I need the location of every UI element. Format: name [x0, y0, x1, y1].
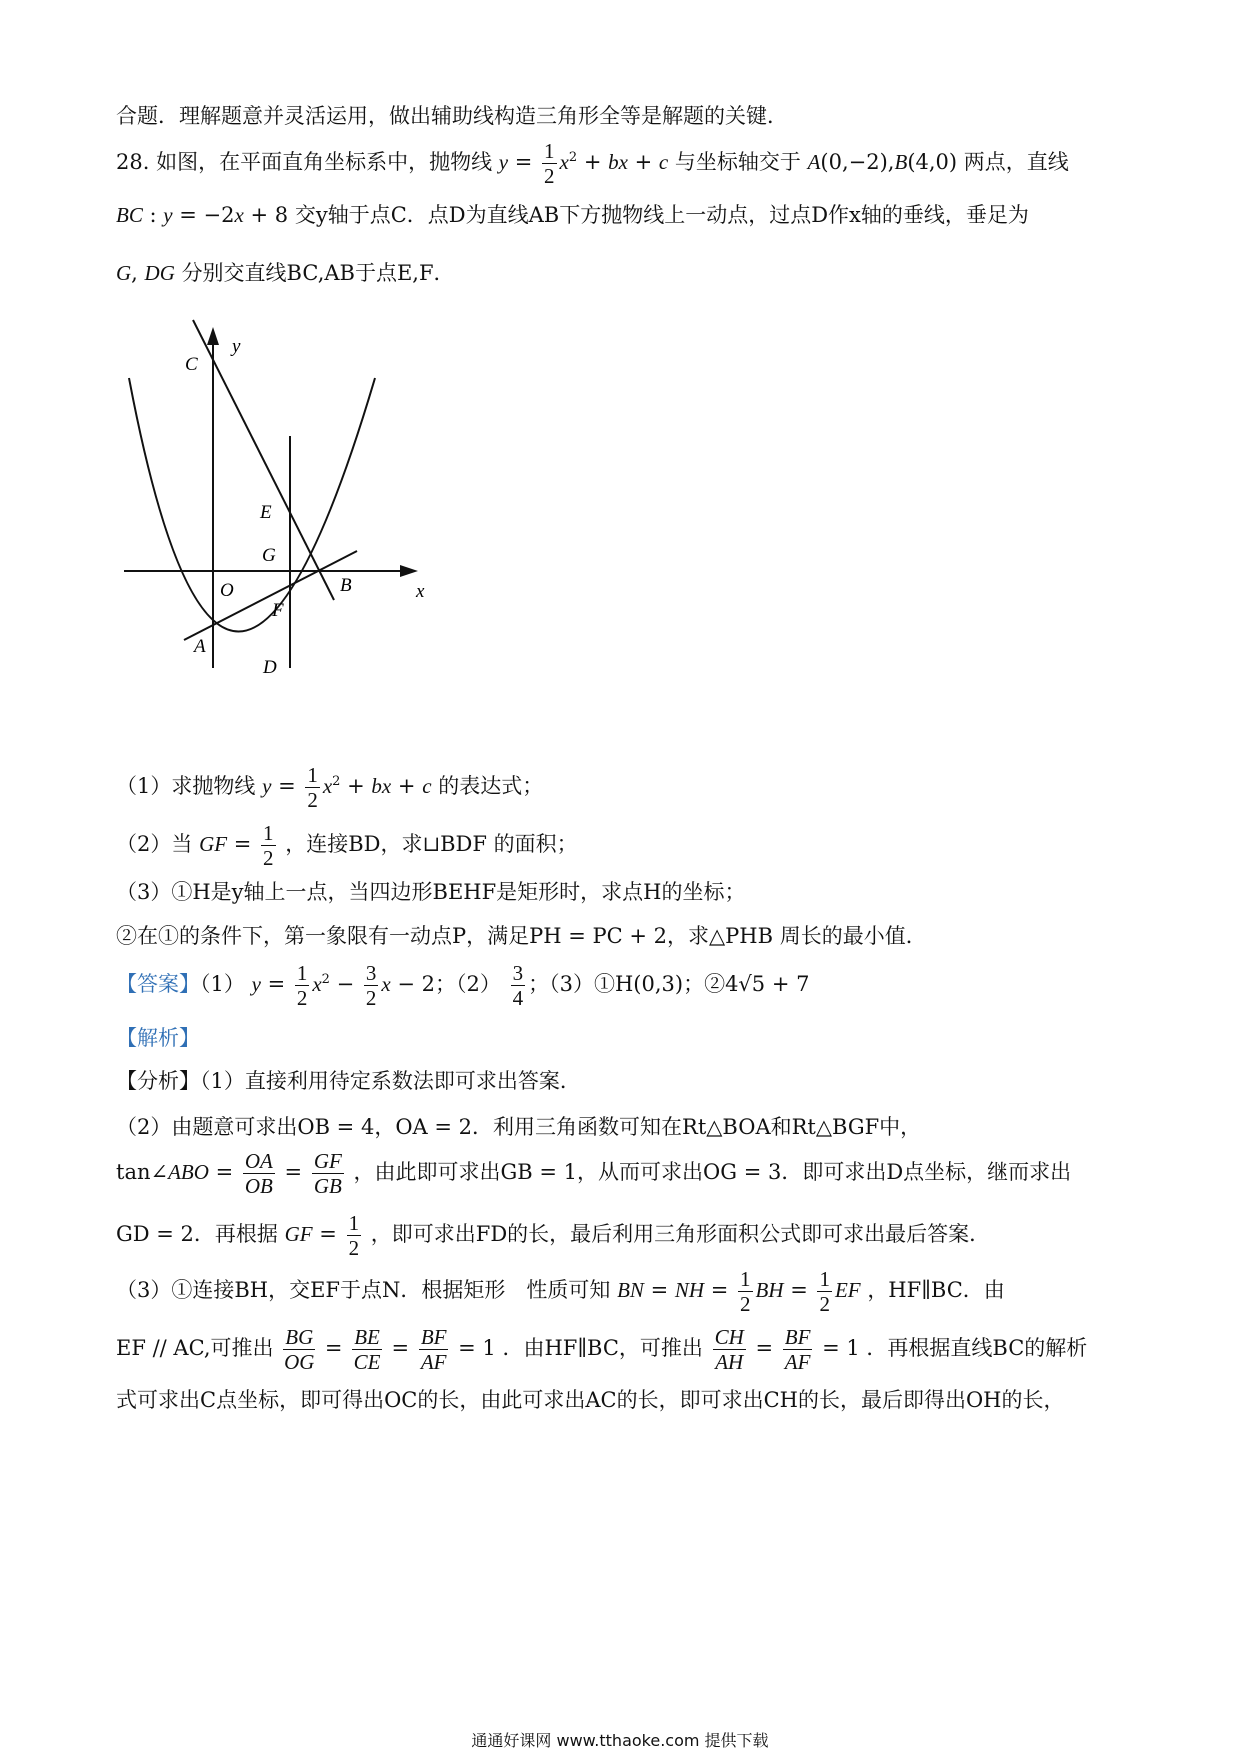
part-1: （1）求抛物线 y = $\frac{1}{2}$ $x^2$ + bx + c 的表达式； [116, 763, 544, 813]
analysis-3c: 式可求出C点坐标，即可得出OC的长，由此可求出AC的长，即可求出CH的长，最后即得出OH的长， [116, 1388, 1065, 1412]
label-y: y [232, 336, 241, 357]
question-28-line-2: BC : y = −2x + 8 交y轴于点C．点D为直线AB下方抛物线上一动点，过点D作x轴的垂线，垂足为 [116, 203, 1029, 227]
label-G: G [262, 545, 276, 566]
analysis-2c: GD = 2．再根据 GF = $\frac{1}{2}$ ，即可求出FD的长，最后利用三角形面积公式即可求出最后答案． [116, 1211, 991, 1261]
fraction: $\frac{1}{2}$ [544, 139, 555, 189]
label-A: A [194, 636, 206, 657]
question-28-line-3: G, DG 分别交直线BC,AB于点E,F． [116, 261, 455, 285]
label-O: O [220, 580, 234, 601]
parabola-figure [120, 318, 440, 688]
label-E: E [260, 502, 272, 523]
intro-line: 合题．理解题意并灵活运用，做出辅助线构造三角形全等是解题的关键． [116, 104, 788, 128]
analysis-summary: 【分析】（1）直接利用待定系数法即可求出答案． [116, 1069, 581, 1093]
label-F: F [272, 600, 284, 621]
part-3: （3）①H是y轴上一点，当四边形BEHF是矩形时，求点H的坐标； [116, 880, 746, 904]
answer-line: 【答案】（1） y = $\frac{1}{2}$ $x^2$ − $\frac{3}{2}$ x − 2；（2） $\frac{3}{4}$ ；（3）①H(0,3)；②4√5 + 7 [116, 961, 810, 1011]
label-C: C [185, 354, 198, 375]
question-28-line-1: 28. 如图，在平面直角坐标系中，抛物线 y = $\frac{1}{2}$ $x^2$ + bx + c 与坐标轴交于 A(0,−2),B(4,0) 两点，直线 [116, 139, 1069, 189]
label-D: D [263, 657, 277, 678]
label-B: B [340, 575, 352, 596]
analysis-2: （2）由题意可求出OB = 4，OA = 2．利用三角函数可知在Rt△BOA和Rt△BGF中， [116, 1115, 922, 1139]
analysis-3b: EF // AC,可推出 $\frac{BG}{OG}$ = $\frac{BE}{CE}$ = $\frac{BF}{AF}$ = 1 ．由HF∥BC，可推出 $\frac{CH}{AH}$ = $\frac{BF}{AF}$ = 1 ．再根据直线BC的解析 [116, 1325, 1088, 1375]
analysis-3a: （3）①连接BH，交EF于点N．根据矩形 性质可知 BN = NH = $\frac{1}{2}$ BH = $\frac{1}{2}$ EF ，HF∥BC．由 [116, 1267, 1005, 1317]
part-2: （2）当 GF = $\frac{1}{2}$ ，连接BD，求⊔BDF 的面积； [116, 821, 578, 871]
part-3-2: ②在①的条件下，第一象限有一动点P，满足PH = PC + 2，求△PHB 周长的最小值． [116, 924, 927, 948]
label-x: x [416, 581, 425, 602]
footer: 通通好课网 www.tthaoke.com 提供下载 [471, 1731, 769, 1750]
analysis-tag: 【解析】 [116, 1026, 200, 1050]
analysis-2b: tan∠ABO = $\frac{OA}{OB}$ = $\frac{GF}{GB}$ ，由此即可求出GB = 1，从而可求出OG = 3．即可求出D点坐标，继而求出 [116, 1149, 1072, 1199]
